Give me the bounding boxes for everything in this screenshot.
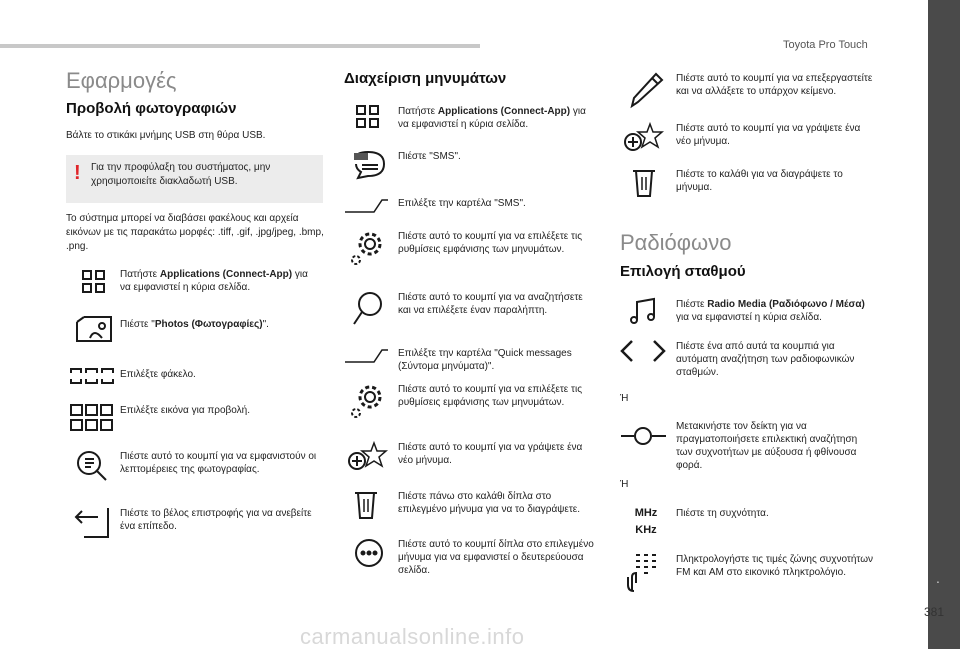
step-text: ". xyxy=(262,319,269,330)
usb-intro: Βάλτε το στικάκι μνήμης USB στη θύρα USB. xyxy=(66,130,266,141)
step-text: Πατήστε xyxy=(120,269,160,280)
section-title-radio: Ραδιόφωνο xyxy=(620,230,732,255)
formats-text: Το σύστημα μπορεί να διαβάσει φακέλους και αρχεία εικόνων με τις παρακάτω μορφές: .tiff, .gif, .jpg/jpeg, .bmp, .png. xyxy=(66,213,324,252)
slider-icon[interactable] xyxy=(620,426,666,446)
or-label: Ή xyxy=(620,393,629,404)
settings-icon xyxy=(348,385,384,421)
step-bold: Photos (Φωτογραφίες) xyxy=(154,319,263,330)
or-label: Ή xyxy=(620,479,629,490)
subtitle-message-management: Διαχείριση μηνυμάτων xyxy=(344,70,507,87)
add-favorite-icon xyxy=(348,441,388,471)
step-text: Επιλέξτε εικόνα για προβολή. xyxy=(120,405,250,416)
step-text: Πιέστε αυτό το κουμπί για να επιλέξετε τις ρυθμίσεις εμφάνισης των μηνυμάτων. xyxy=(398,384,583,408)
subtitle-station-select: Επιλογή σταθμού xyxy=(620,263,746,280)
step-bold: Applications (Connect-App) xyxy=(159,269,293,280)
khz-label: KHz xyxy=(635,524,657,536)
step-text: Μετακινήστε τον δείκτη για να πραγματοποιήσετε επιλεκτική αναζήτηση των συχνοτήτων με αύξουσα ή φθίνουσα φορά. xyxy=(676,421,858,471)
step-text: Πιέστε αυτό το κουμπί για να επιλέξετε τις ρυθμίσεις εμφάνισης των μηνυμάτων. xyxy=(398,231,583,255)
trash-icon xyxy=(632,168,656,198)
watermark: carmanualsonline.info xyxy=(300,624,525,649)
keypad-icon[interactable] xyxy=(626,553,662,593)
step-text: Επιλέξτε την καρτέλα "SMS". xyxy=(398,198,526,209)
step-text: Πιέστε το καλάθι για να διαγράψετε το μήνυμα. xyxy=(676,169,843,193)
tab-icon xyxy=(344,199,388,213)
step-text: Πιέστε xyxy=(676,299,708,310)
step-text: Επιλέξτε φάκελο. xyxy=(120,369,196,380)
chevrons-icon[interactable] xyxy=(620,340,668,364)
step-text: Πιέστε ένα από αυτά τα κουμπιά για αυτόματη αναζήτηση των ραδιοφωνικών σταθμών. xyxy=(676,341,855,378)
subpage-icon xyxy=(354,538,384,568)
brand-label: Toyota Pro Touch xyxy=(783,39,868,51)
step-text: Πιέστε αυτό το κουμπί για να γράψετε ένα νέο μήνυμα. xyxy=(676,123,861,147)
folder-row-icon xyxy=(70,368,114,384)
header-rule xyxy=(0,44,480,48)
step-text: για να εμφανιστεί η κύρια σελίδα. xyxy=(676,312,822,323)
side-tab-label: . xyxy=(936,570,940,586)
step-text: Πιέστε αυτό το κουμπί για να επεξεργαστείτε και να αλλάξετε το υπάρχον κείμενο. xyxy=(676,73,873,97)
search-icon xyxy=(352,291,386,327)
image-grid-icon xyxy=(70,404,114,432)
step-text: Πληκτρολογήστε τις τιμές ζώνης συχνοτήτων FM και AM στο εικονικό πληκτρολόγιο. xyxy=(676,554,874,578)
page-number: 381 xyxy=(924,605,945,619)
page-side-tab xyxy=(928,0,960,649)
add-favorite-icon xyxy=(624,122,664,152)
step-text: Πιέστε "SMS". xyxy=(398,151,461,162)
trash-icon xyxy=(354,490,378,520)
warning-icon: ! xyxy=(74,162,81,184)
step-text: για να εμφανιστεί η κύρια σελίδα. xyxy=(120,269,308,293)
back-arrow-icon xyxy=(74,507,110,539)
tab-icon xyxy=(344,349,388,363)
step-text: Πιέστε τη συχνότητα. xyxy=(676,508,769,519)
step-bold: Applications (Connect-App) xyxy=(437,106,571,117)
music-note-icon xyxy=(630,298,658,326)
step-text: Πιέστε " xyxy=(120,319,155,330)
warning-text: Για την προφύλαξη του συστήματος, μην χρησιμοποιείτε διακλαδωτή USB. xyxy=(91,162,271,187)
grid-icon xyxy=(356,105,380,129)
step-text: Πιέστε αυτό το κουμπί για να γράψετε ένα νέο μήνυμα. xyxy=(398,442,583,466)
pencil-icon xyxy=(626,70,664,108)
warning-note xyxy=(66,155,323,203)
settings-icon xyxy=(348,232,384,268)
frequency-icon[interactable] xyxy=(628,505,664,539)
subtitle-photo-view: Προβολή φωτογραφιών xyxy=(66,100,237,117)
details-icon xyxy=(76,450,110,482)
sms-icon xyxy=(352,150,386,180)
step-text: Πιέστε το βέλος επιστροφής για να ανεβείτε ένα επίπεδο. xyxy=(120,508,312,532)
step-text: Επιλέξτε την καρτέλα "Quick messages (Σύντομα μηνύματα)". xyxy=(398,348,572,372)
step-text: Πιέστε αυτό το κουμπί δίπλα στο επιλεγμένο μήνυμα για να εμφανιστεί ο δευτερεύουσα σελίδα. xyxy=(398,539,594,576)
photos-icon xyxy=(76,316,112,342)
step-text: Πατήστε xyxy=(398,106,438,117)
grid-icon xyxy=(82,270,106,294)
mhz-label: MHz xyxy=(634,507,658,519)
section-title-applications: Εφαρμογές xyxy=(66,68,177,93)
step-text: Πιέστε αυτό το κουμπί για να αναζητήσετε και να επιλέξετε έναν παραλήπτη. xyxy=(398,292,583,316)
step-text: Πιέστε αυτό το κουμπί για να εμφανιστούν οι λεπτομέρειες της φωτογραφίας. xyxy=(120,451,317,475)
step-text: Πιέστε πάνω στο καλάθι δίπλα στο επιλεγμένο μήνυμα για να το διαγράψετε. xyxy=(398,491,581,515)
step-text: για να εμφανιστεί η κύρια σελίδα. xyxy=(398,106,586,130)
step-bold: Radio Media (Ραδιόφωνο / Μέσα) xyxy=(707,299,865,310)
